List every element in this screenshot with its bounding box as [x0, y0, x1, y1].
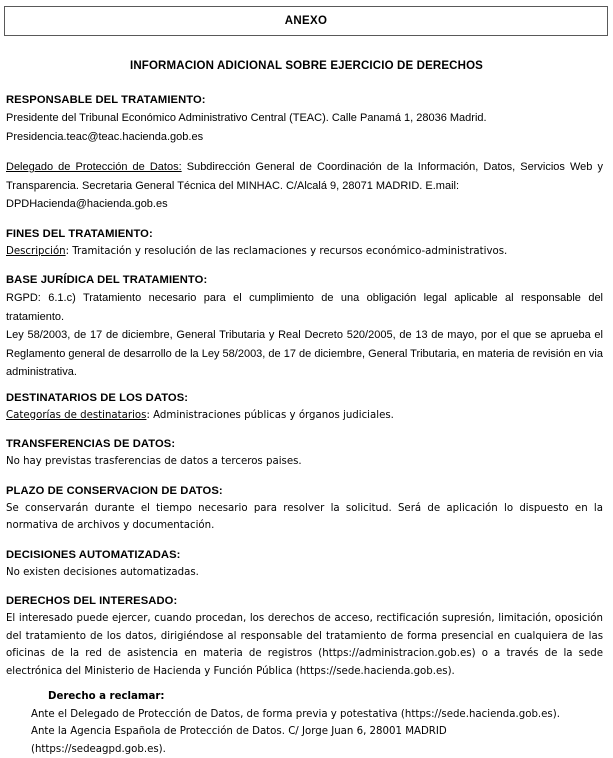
base-juridica-rgpd: RGPD: 6.1.c) Tratamiento necesario para el cumplimiento de una obligación legal aplicable al responsable del tratamiento.	[6, 289, 603, 326]
transferencias-text: No hay previstas trasferencias de datos a terceros paises.	[6, 453, 603, 471]
anexo-banner-box	[4, 6, 608, 36]
derecho-a-reclamar-heading: Derecho a reclamar:	[6, 688, 603, 706]
spacer	[6, 535, 603, 547]
section-heading-derechos: DERECHOS DEL INTERESADO:	[6, 593, 603, 610]
dpd-text: Subdirección General de Coordinación de la Información, Datos, Servicios Web y Transparencia. Secretaria General Técnica del MINHAC. C/Alcalá 9, 28071 MADRID. E.mail:	[6, 161, 603, 192]
section-heading-destinatarios: DESTINATARIOS DE LOS DATOS:	[6, 390, 603, 407]
base-juridica-ley: Ley 58/2003, de 17 de diciembre, General Tributaria y Real Decreto 520/2005, de 13 de mayo, por el que se aprueba el Reglamento general de desarrollo de la Ley 58/2003, de 17 de diciembre, General Tributaria, en materia de revisión en via administrativa.	[6, 326, 603, 382]
spacer	[6, 146, 603, 158]
spacer	[6, 214, 603, 226]
document-body	[6, 92, 603, 758]
dpd-email: DPDHacienda@hacienda.gob.es	[6, 195, 603, 214]
dpd-paragraph	[6, 158, 603, 195]
spacer	[6, 680, 603, 688]
section-heading-conservacion: PLAZO DE CONSERVACION DE DATOS:	[6, 483, 603, 500]
fines-text: : Tramitación y resolución de las reclamaciones y recursos económico-administrativos.	[66, 246, 508, 257]
section-heading-decisiones-automatizadas: DECISIONES AUTOMATIZADAS:	[6, 547, 603, 564]
destinatarios-text: : Administraciones públicas y órganos judiciales.	[146, 410, 393, 421]
responsable-email: Presidencia.teac@teac.hacienda.gob.es	[6, 128, 603, 147]
anexo-banner-label: ANEXO	[285, 15, 327, 27]
spacer	[6, 424, 603, 436]
spacer	[6, 382, 603, 390]
section-heading-transferencias: TRANSFERENCIAS DE DATOS:	[6, 436, 603, 453]
dpd-label: Delegado de Protección de Datos:	[6, 161, 182, 173]
derechos-text: El interesado puede ejercer, cuando procedan, los derechos de acceso, rectificación supresión, limitación, oposición del tratamiento de los datos, dirigiéndose al responsable del tratamiento de forma presencial en cualquiera de las oficinas de la red de asistencia en materia de registros (https://administracion.gob.es) o a través de la sede electrónica del Ministerio de Hacienda y Función Pública (https://sede.hacienda.gob.es).	[6, 610, 603, 680]
decisiones-automatizadas-text: No existen decisiones automatizadas.	[6, 564, 603, 582]
fines-label: Descripción	[6, 246, 66, 257]
destinatarios-paragraph	[6, 407, 603, 425]
section-heading-responsable: RESPONSABLE DEL TRATAMIENTO:	[6, 92, 603, 109]
destinatarios-label: Categorías de destinatarios	[6, 410, 146, 421]
page-title: INFORMACION ADICIONAL SOBRE EJERCICIO DE DERECHOS	[0, 60, 613, 72]
conservacion-text: Se conservarán durante el tiempo necesario para resolver la solicitud. Será de aplicación lo dispuesto en la normativa de archivos y documentación.	[6, 500, 603, 535]
responsable-address-line: Presidente del Tribunal Económico Administrativo Central (TEAC). Calle Panamá 1, 28036 Madrid.	[6, 109, 603, 128]
spacer	[6, 471, 603, 483]
derecho-a-reclamar-line-aepd-url: (https://sedeagpd.gob.es).	[6, 741, 603, 758]
section-heading-base-juridica: BASE JURÍDICA DEL TRATAMIENTO:	[6, 272, 603, 289]
fines-paragraph	[6, 243, 603, 261]
derecho-a-reclamar-line-dpd: Ante el Delegado de Protección de Datos, de forma previa y potestativa (https://sede.hacienda.gob.es).	[6, 706, 603, 724]
spacer	[6, 581, 603, 593]
spacer	[6, 260, 603, 272]
section-heading-fines: FINES DEL TRATAMIENTO:	[6, 226, 603, 243]
derecho-a-reclamar-line-aepd: Ante la Agencia Española de Protección de Datos. C/ Jorge Juan 6, 28001 MADRID	[6, 723, 603, 741]
